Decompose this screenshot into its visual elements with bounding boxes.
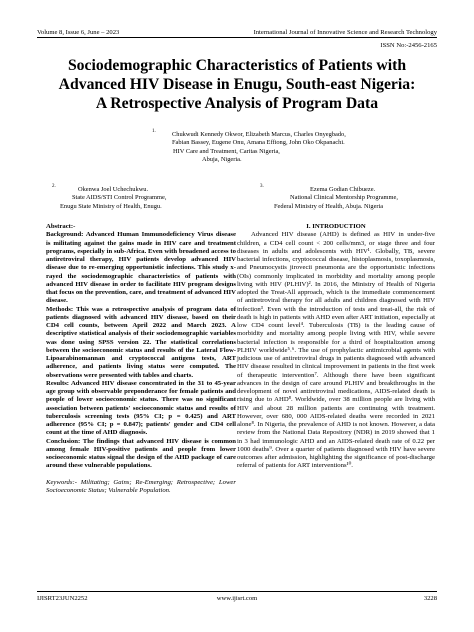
author-line: Federal Ministry of Health, Abuja. Nigeria [274,202,384,210]
journal-website: www.ijisrt.com [216,595,258,602]
author-line: Fabian Bassey, Eugene Onu, Amana Effiong, John Oko Okpanachi. [172,139,345,147]
title-line: Sociodemographic Characteristics of Patients with [67,57,407,74]
header-rule [37,37,437,38]
affiliation-number: 2. [52,184,56,189]
affiliation-number: 3. [260,184,264,189]
section-heading: I. INTRODUCTION [306,223,366,230]
abstract-heading: Abstract:- [46,223,76,230]
footer-rule [37,591,437,592]
author-line: HIV Care and Treatment, Caritas Nigeria, [173,147,280,155]
paper-id: IJISRT23JUN2252 [37,595,88,602]
abstract-conclusion: Conclusion: The findings that advanced HIV disease is common among female HIV-positive patients and people from lower socioeconomic status signal the design of the AHD package of care around these vulnerable populations. [46,437,236,470]
abstract-background: Background: Advanced Human Immunodeficiency Virus disease is militating against the gains made in HIV care and treatment programs, especially in sub-Africa. Even with broadened access to antiretroviral therapy, HIV patients develop advanced HIV disease due to re-emerging opportunistic infections. This study x-rayed the sociodemographic characteristics of patients with advanced HIV disease in order to facilitate HIV program designs that focus on the prevention, care, and treatment of advanced HIV disease. [46,231,236,305]
author-line: Chukwudi Kennedy Okwor, Elizabeth Marcus, Charles Onyegbado, [172,131,346,138]
author-line: Abuja, Nigeria. [202,155,242,163]
abstract-methods: Methods: This was a retrospective analysis of program data of patients diagnosed with advanced HIV disease, based on their CD4 cell counts, between April 2022 and March 2023. A descriptive statistical analysis of their sociodemographic variables was done using SPSS version 22. The statistical correlations between the socioeconomic status and results of the Lateral Flow-Lipoarabinomannan and cryptococcal antigens tests, ART adherence, and patients living status were computed. The observations were presented with tables and charts. [46,305,236,379]
author-line: National Clinical Mentorship Programme, [290,194,398,202]
abstract-column [46,223,236,495]
author-line: Ezema Godian Chibueze. [310,186,376,193]
author-block-main [172,131,346,164]
page-number: 3228 [423,595,437,602]
abstract-results: Results: Advanced HIV disease concentrated in the 31 to 45-year age group with observable preponderance for female patients and people of lower socioeconomic status. There was no significant association between patients' socioeconomic status and results of tuberculosis screening tests (95% CI; p = 0.425) and ART adherence (95% CI; p = 0.847); patients' gender and CD4 cell count at the time of AHD diagnosis. [46,379,236,437]
title-line: A Retrospective Analysis of Program Data [95,95,379,112]
issn: ISSN No:-2456-2165 [380,42,437,49]
author-line: State AIDS/STI Control Programme, [72,194,167,202]
author-block-3 [274,186,398,211]
keywords: Keywords:- Militating; Gains; Re-Emerging; Retrospective; Lower Socioeconomic Status; Vulnerable Population. [46,478,236,494]
introduction-paragraph: Advanced HIV disease (AHD) is defined as HIV in under-five children, a CD4 cell count < 200 cells/mm3, or stage three and four diseases in adults and adolescents with HIV¹. Globally, TB, severe bacterial infections, cryptococcal disease, histoplasmosis, toxoplasmosis, and Pneumocystis jirovecii pneumonia are the opportunistic infections (OIs) commonly implicated in morbidity and mortality among people living with HIV (PLHIV)². In 2016, the Ministry of Health of Nigeria adopted the Treat-All approach, which is the immediate commencement of antiretroviral therapy for all adults and children diagnosed with HIV infection³. Even with the introduction of tests and treat-all, the risk of death is high in patients with AHD even after ART initiation, especially at low CD4 count level⁴. Tuberculosis (TB) is the leading cause of morbidity and mortality among people living with HIV, while severe bacterial infection is responsible for a third of hospitalization among PLHIV worldwide⁵˒⁶. The use of prophylactic antimicrobial agents with judicious use of antiretroviral drugs in patients diagnosed with advanced HIV disease resulted in clinical improvement in patients in the first week of therapeutic intervention⁷. Although there have been significant advances in the design of care around PLHIV and breakthroughs in the development of novel antiretroviral medications, AIDS-related death is rising due to AHD⁸. Worldwide, over 38 million people are living with HIV and about 28 million patients are continuing with treatment. However, over 680, 000 AIDS-related deaths were recorded in 2021 alone⁸. In Nigeria, the prevalence of AHD is not known. However, a data review from the National Data Repository (NDR) in 2019 showed that 1 in 3 had immunologic AHD and an AIDS-related death rate of 0.22 per 1000 deaths⁹. Over a quarter of patients diagnosed with HIV have severe outcomes after admission, highlighting the significance of post-discharge referral of patients for ART interventions¹⁰. [237,231,435,470]
title-line: Advanced HIV Disease in Enugu, South-east Nigeria: [58,76,416,93]
author-line: Okenwa Joel Uchechukwu. [78,186,149,193]
affiliation-number: 1. [152,129,156,134]
introduction-column [237,223,435,471]
journal-volume: Volume 8, Issue 6, June – 2023 [37,29,120,36]
paper-title [30,56,444,113]
author-line: Enugu State Ministry of Health, Enugu. [60,202,162,210]
journal-name: International Journal of Innovative Science and Research Technology [253,29,437,36]
author-block-2 [60,186,167,211]
